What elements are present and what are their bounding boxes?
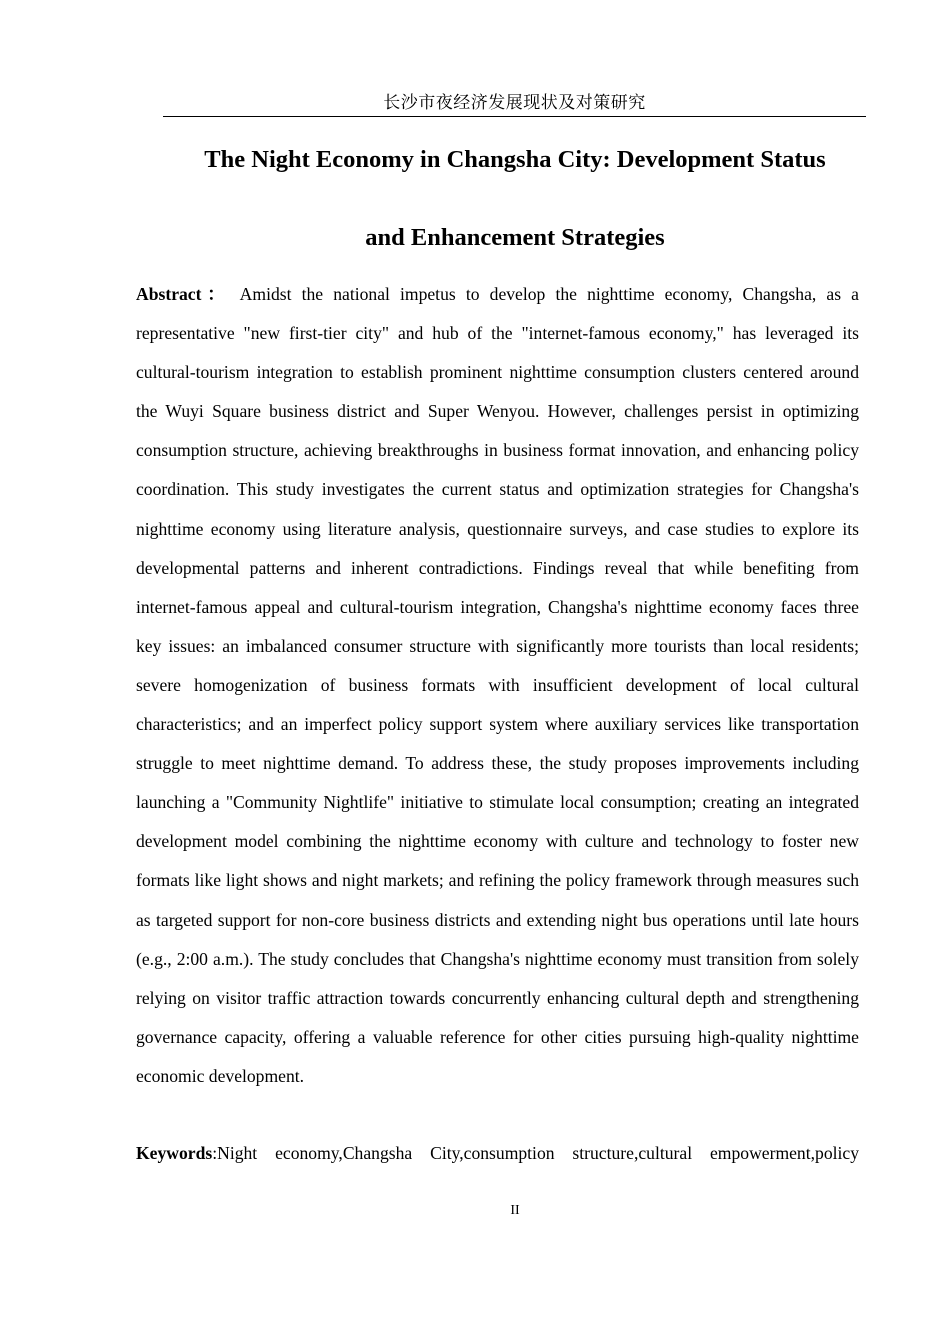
running-header-title: 长沙市夜经济发展现状及对策研究 <box>383 93 646 113</box>
abstract-paragraph <box>136 275 859 1096</box>
abstract-text: Amidst the national impetus to develop the nighttime economy, Changsha, as a representative "new first-tier city" and hub of the "internet-famous economy," has leveraged its cultural-tourism integration to establish prominent nighttime consumption clusters centered around the Wuyi Square business district and Super Wenyou. However, challenges persist in optimizing consumption structure, achieving breakthroughs in business format innovation, and enhancing policy coordination. This study investigates the current status and optimization strategies for Changsha's nighttime economy using literature analysis, questionnaire surveys, and case studies to explore its developmental patterns and inherent contradictions. Findings reveal that while benefiting from internet-famous appeal and cultural-tourism integration, Changsha's nighttime economy faces three key issues: an imbalanced consumer structure with significantly more tourists than local residents; severe homogenization of business formats with insufficient development of local cultural characteristics; and an imperfect policy support system where auxiliary services like transportation struggle to meet nighttime demand. To address these, the study proposes improvements including launching a "Community Nightlife" initiative to stimulate local consumption; creating an integrated development model combining the nighttime economy with culture and technology to foster new formats like light shows and night markets; and refining the policy framework through measures such as targeted support for non-core business districts and extending night bus operations until late hours (e.g., 2:00 a.m.). The study concludes that Changsha's nighttime economy must transition from solely relying on visitor traffic attraction towards concurrently enhancing cultural depth and strengthening governance capacity, offering a valuable reference for other cities pursuing high-quality nighttime economic development. <box>136 284 859 1086</box>
title-line-1: The Night Economy in Changsha City: Development Status <box>204 146 826 173</box>
keywords-line <box>136 1134 859 1173</box>
title-line-2: and Enhancement Strategies <box>365 224 665 251</box>
running-header <box>163 92 866 117</box>
keywords-text: :Night economy,Changsha City,consumption structure,cultural empowerment,policy <box>212 1143 859 1163</box>
keywords-label: Keywords <box>136 1143 213 1163</box>
page-number: II <box>510 1203 520 1218</box>
abstract-label: Abstract： <box>136 284 231 304</box>
